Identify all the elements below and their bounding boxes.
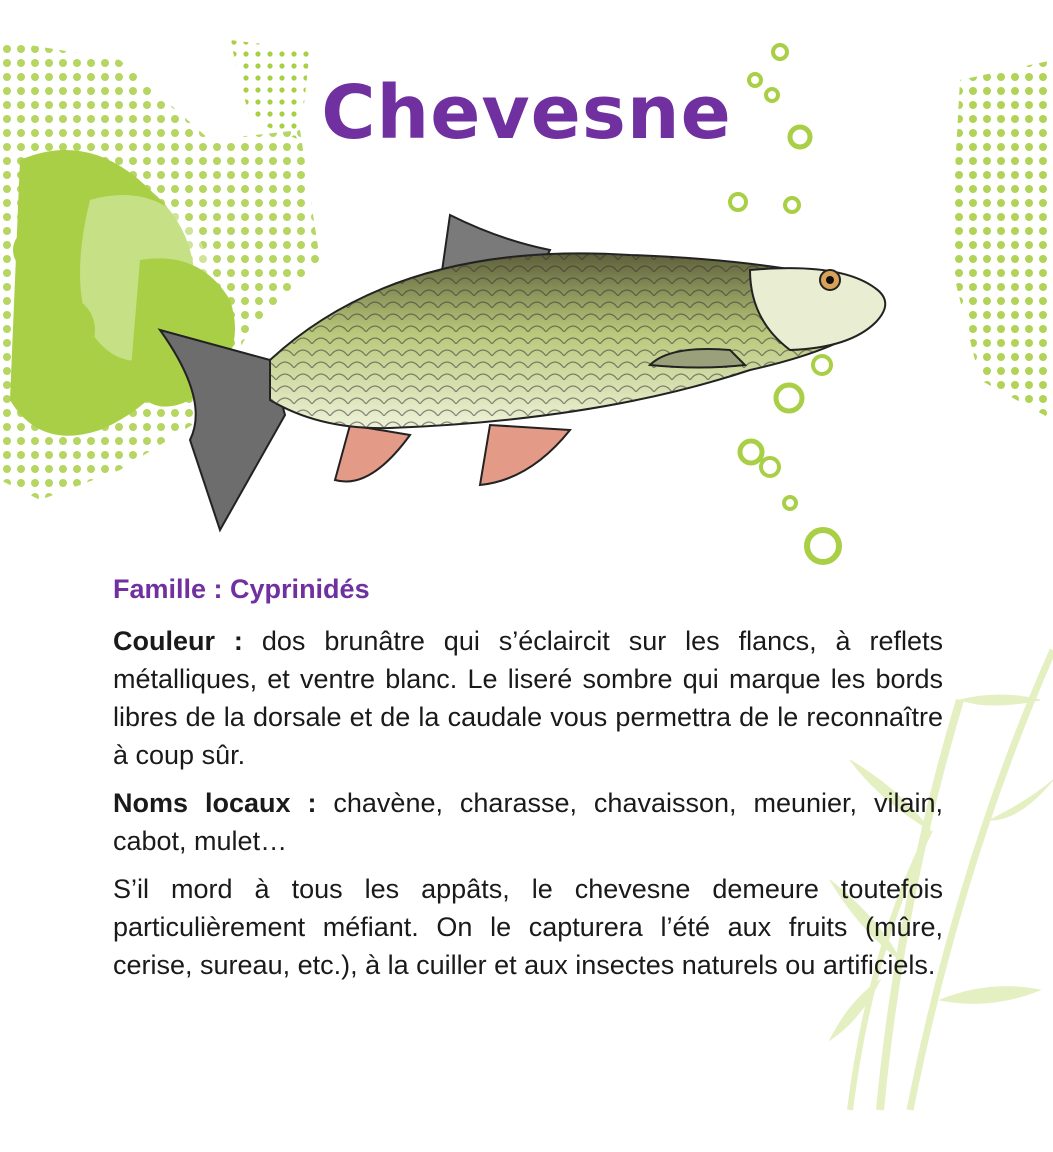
page-title: Chevesne — [321, 70, 732, 156]
color-text: dos brunâtre qui s’éclaircit sur les flancs, à reflets métalliques, et ventre blanc. Le liseré sombre qui marque les bords libres de la dorsale et de la caudale vous permettra de le reconnaître à coup sûr. — [113, 626, 943, 770]
family-label: Famille : — [113, 574, 223, 604]
local-names-label: Noms locaux : — [113, 788, 317, 818]
chub-fish-illustration — [150, 200, 910, 550]
color-paragraph — [113, 622, 943, 774]
family-line — [113, 570, 943, 608]
description-block — [113, 570, 943, 994]
family-value: Cyprinidés — [230, 574, 370, 604]
color-label: Couleur : — [113, 626, 243, 656]
anal-fin — [480, 425, 570, 485]
local-names-text: chavène, charasse, chavaisson, meunier, vilain, cabot, mulet… — [113, 788, 943, 856]
local-names-paragraph — [113, 784, 943, 860]
pelvic-fin — [335, 425, 410, 482]
description-paragraph: S’il mord à tous les appâts, le chevesne demeure toutefois particulièrement méfiant. On le capturera l’été aux fruits (mûre, cerise, sureau, etc.), à la cuiller et aux insectes naturels ou artificiels. — [113, 874, 943, 980]
tail-fin — [160, 330, 285, 530]
